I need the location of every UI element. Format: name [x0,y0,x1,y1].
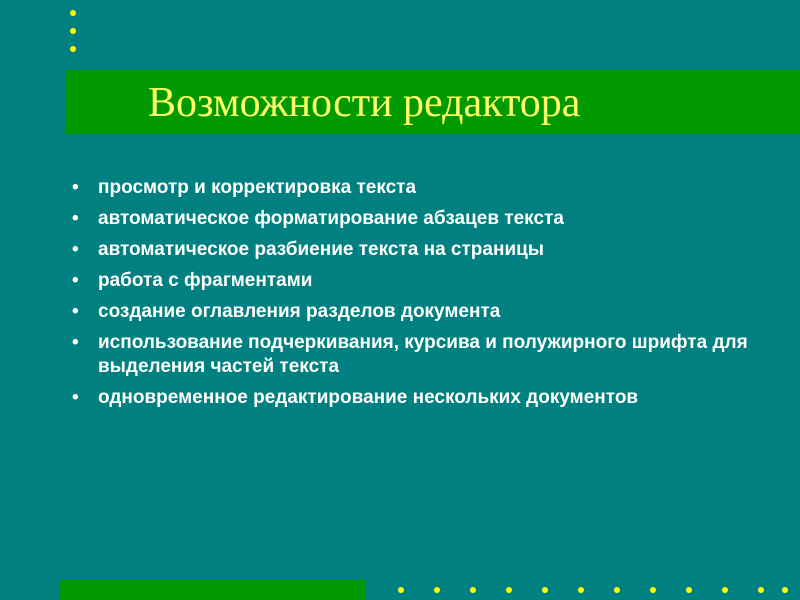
dot-icon [506,587,512,593]
list-item [72,176,772,200]
dot-icon [398,587,404,593]
dot-icon [578,587,584,593]
list-item-text: просмотр и корректировка текста [98,177,417,198]
dot-icon [70,28,76,34]
dot-icon [542,587,548,593]
list-item [72,207,772,231]
dot-icon [614,587,620,593]
decorative-dots-bottom [390,586,790,596]
bullet-icon: • [72,387,79,408]
slide-title: Возможности редактора [148,80,581,126]
bullet-icon: • [72,208,79,229]
dot-icon [722,587,728,593]
list-item [72,269,772,293]
bullet-icon: • [72,301,79,322]
dot-icon [686,587,692,593]
dot-icon [782,587,788,593]
bullet-icon: • [72,239,79,260]
list-item-text: автоматическое форматирование абзацев текста [98,208,564,229]
list-item [72,238,772,262]
dot-icon [650,587,656,593]
dot-icon [70,46,76,52]
list-item-text: одновременное редактирование нескольких документов [98,387,639,408]
list-item-text: работа с фрагментами [98,270,313,291]
list-item-text: автоматическое разбиение текста на страницы [98,239,545,260]
bullet-icon: • [72,177,79,198]
dot-icon [434,587,440,593]
bullet-list [72,176,772,417]
dot-icon [70,10,76,16]
list-item-text: использование подчеркивания, курсива и полужирного шрифта для выделения частей текста [98,332,748,377]
decorative-dots-top [68,8,78,58]
bullet-icon: • [72,332,79,353]
list-item [72,331,772,379]
dot-icon [470,587,476,593]
list-item [72,386,772,410]
list-item-text: создание оглавления разделов документа [98,301,501,322]
bottom-accent-bar [60,580,366,600]
list-item [72,300,772,324]
bullet-icon: • [72,270,79,291]
dot-icon [758,587,764,593]
